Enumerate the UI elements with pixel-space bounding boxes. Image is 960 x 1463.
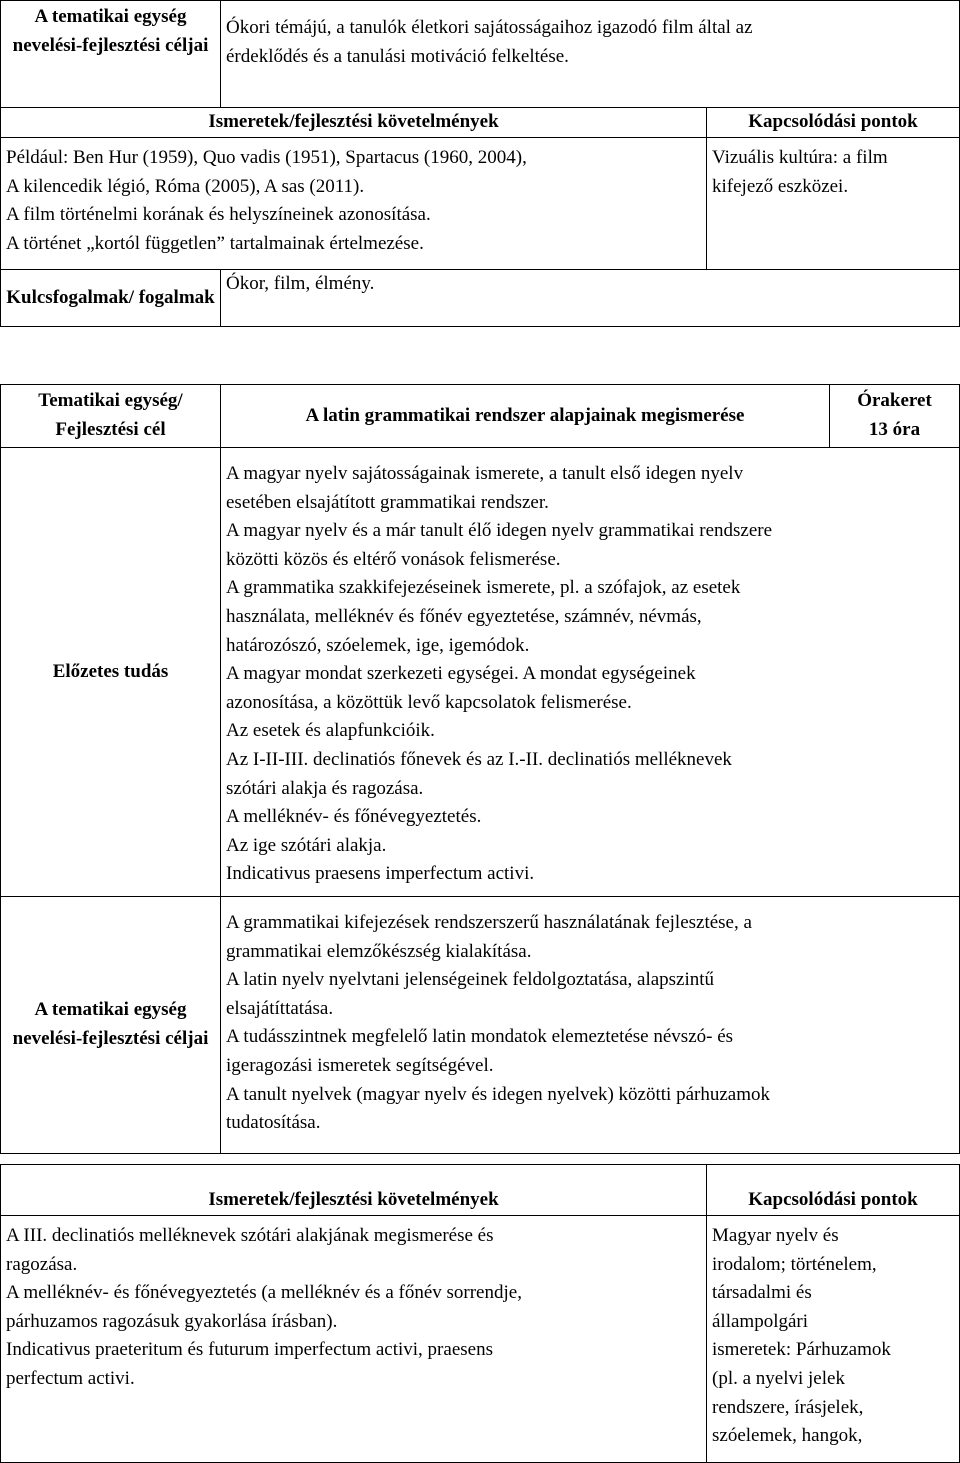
prior-knowledge-header-text: Előzetes tudás	[52, 660, 169, 682]
prior-knowledge-header	[1, 448, 221, 897]
prior-line: esetében elsajátított grammatikai rendszer.	[226, 491, 549, 513]
requirements-cell	[1, 138, 707, 270]
links-header-2-text: Kapcsolódási pontok	[748, 1189, 918, 1211]
links-header-text: Kapcsolódási pontok	[748, 111, 918, 132]
prior-line: Indicativus praesens imperfectum activi.	[226, 863, 535, 885]
unit-goal-line: grammatikai elemzőkészség kialakítása.	[226, 940, 532, 962]
links-header	[707, 108, 960, 138]
prior-line: Az ige szótári alakja.	[226, 834, 387, 856]
requirements-header-text: Ismeretek/fejlesztési követelmények	[208, 111, 499, 132]
requirement-line: Indicativus praeteritum és futurum imperfectum activi, praesens	[6, 1339, 493, 1361]
links-cell	[707, 138, 960, 270]
prior-line: azonosítása, a közöttük levő kapcsolatok felismerése.	[226, 691, 632, 713]
requirement-line: A melléknév- és főnévegyeztetés (a melléknév és a főnév sorrendje,	[6, 1282, 522, 1304]
link-line: kifejező eszközei.	[712, 175, 849, 197]
requirements-header-2-text: Ismeretek/fejlesztési követelmények	[208, 1189, 499, 1211]
link-line: irodalom; történelem,	[712, 1253, 877, 1275]
unit-title	[221, 385, 830, 448]
key-concepts-value: Ókor, film, élmény.	[226, 273, 375, 294]
requirements-table	[0, 1164, 960, 1463]
prior-line: szótári alakja és ragozása.	[226, 777, 424, 799]
prior-line: A magyar mondat szerkezeti egységei. A mondat egységeinek	[226, 663, 696, 685]
unit-goal-line: A grammatikai kifejezések rendszerszerű használatának fejlesztése, a	[226, 912, 752, 933]
requirement-line: A film történelmi korának és helyszíneinek azonosítása.	[6, 204, 431, 226]
link-line: Vizuális kultúra: a film	[712, 147, 888, 168]
prior-line: határozószó, szóelemek, ige, igemódok.	[226, 634, 530, 656]
requirements-header	[1, 108, 707, 138]
unit-goal-line: A tanult nyelvek (magyar nyelv és idegen nyelvek) közötti párhuzamok	[226, 1083, 770, 1105]
link-line: rendszere, írásjelek,	[712, 1396, 864, 1418]
requirement-line: A III. declinatiós melléknevek szótári alakjának megismerése és	[6, 1225, 494, 1246]
goals-table	[0, 0, 960, 327]
key-concepts-header-text: Kulcsfogalmak/ fogalmak	[6, 286, 215, 308]
requirement-line: Például: Ben Hur (1959), Quo vadis (1951), Spartacus (1960, 2004),	[6, 147, 527, 168]
goals-header-text: A tematikai egység nevelési-fejlesztési céljai	[12, 6, 209, 56]
prior-line: A melléknév- és főnévegyeztetés.	[226, 806, 482, 828]
goals-cell	[221, 1, 960, 108]
key-concepts-header	[1, 270, 221, 327]
hours-label: Órakeret	[857, 390, 932, 412]
prior-line: használata, melléknév és főnév egyeztetése, számnév, névmás,	[226, 605, 702, 627]
links-header-2	[707, 1165, 960, 1216]
unit-header	[1, 385, 221, 448]
requirements-cell-2	[1, 1216, 707, 1463]
requirement-line: A történet „kortól független” tartalmainak értelmezése.	[6, 232, 424, 254]
key-concepts-cell	[221, 270, 960, 327]
prior-line: Az I-II-III. declinatiós főnevek és az I.-II. declinatiós melléknevek	[226, 748, 732, 770]
prior-line: közötti közös és eltérő vonások felismerése.	[226, 548, 561, 570]
unit-goal-line: igeragozási ismeretek segítségével.	[226, 1054, 494, 1076]
goal-line: Ókori témájú, a tanulók életkori sajátosságaihoz igazodó film által az	[226, 17, 753, 38]
requirement-line: perfectum activi.	[6, 1367, 135, 1389]
unit-goals-header-text: A tematikai egység nevelési-fejlesztési céljai	[12, 999, 209, 1049]
link-line: állampolgári	[712, 1310, 809, 1332]
prior-line: A magyar nyelv és a már tanult élő idegen nyelv grammatikai rendszere	[226, 520, 773, 542]
unit-goals-header	[1, 897, 221, 1154]
link-line: (pl. a nyelvi jelek	[712, 1367, 845, 1389]
goal-line: érdeklődés és a tanulási motiváció felkeltése.	[226, 45, 569, 67]
unit-goal-line: A tudásszintnek megfelelő latin mondatok elemeztetése névszó- és	[226, 1026, 734, 1048]
unit-goal-line: elsajátíttatása.	[226, 997, 334, 1019]
unit-goal-line: tudatosítása.	[226, 1112, 321, 1134]
prior-knowledge-cell	[221, 448, 960, 897]
requirements-header-2	[1, 1165, 707, 1216]
requirement-line: A kilencedik légió, Róma (2005), A sas (2011).	[6, 175, 365, 197]
prior-line: Az esetek és alapfunkcióik.	[226, 720, 435, 742]
link-line: szóelemek, hangok,	[712, 1425, 863, 1447]
prior-line: A grammatika szakkifejezéseinek ismerete, pl. a szófajok, az esetek	[226, 577, 741, 599]
unit-title-text: A latin grammatikai rendszer alapjainak megismerése	[305, 404, 745, 426]
prior-line: A magyar nyelv sajátosságainak ismerete, a tanult első idegen nyelv	[226, 463, 744, 484]
requirement-line: párhuzamos ragozásuk gyakorlása írásban).	[6, 1310, 338, 1332]
hours-value: 13 óra	[868, 419, 921, 440]
goals-header	[1, 1, 221, 108]
unit-table	[0, 384, 960, 1154]
links-cell-2	[707, 1216, 960, 1463]
unit-goal-line: A latin nyelv nyelvtani jelenségeinek feldolgoztatása, alapszintű	[226, 969, 715, 991]
link-line: Magyar nyelv és	[712, 1225, 839, 1246]
link-line: ismeretek: Párhuzamok	[712, 1339, 891, 1361]
link-line: társadalmi és	[712, 1282, 812, 1304]
unit-header-text: Tematikai egység/ Fejlesztési cél	[38, 390, 183, 440]
unit-goals-cell	[221, 897, 960, 1154]
requirement-line: ragozása.	[6, 1253, 78, 1275]
hours-cell	[830, 385, 960, 448]
